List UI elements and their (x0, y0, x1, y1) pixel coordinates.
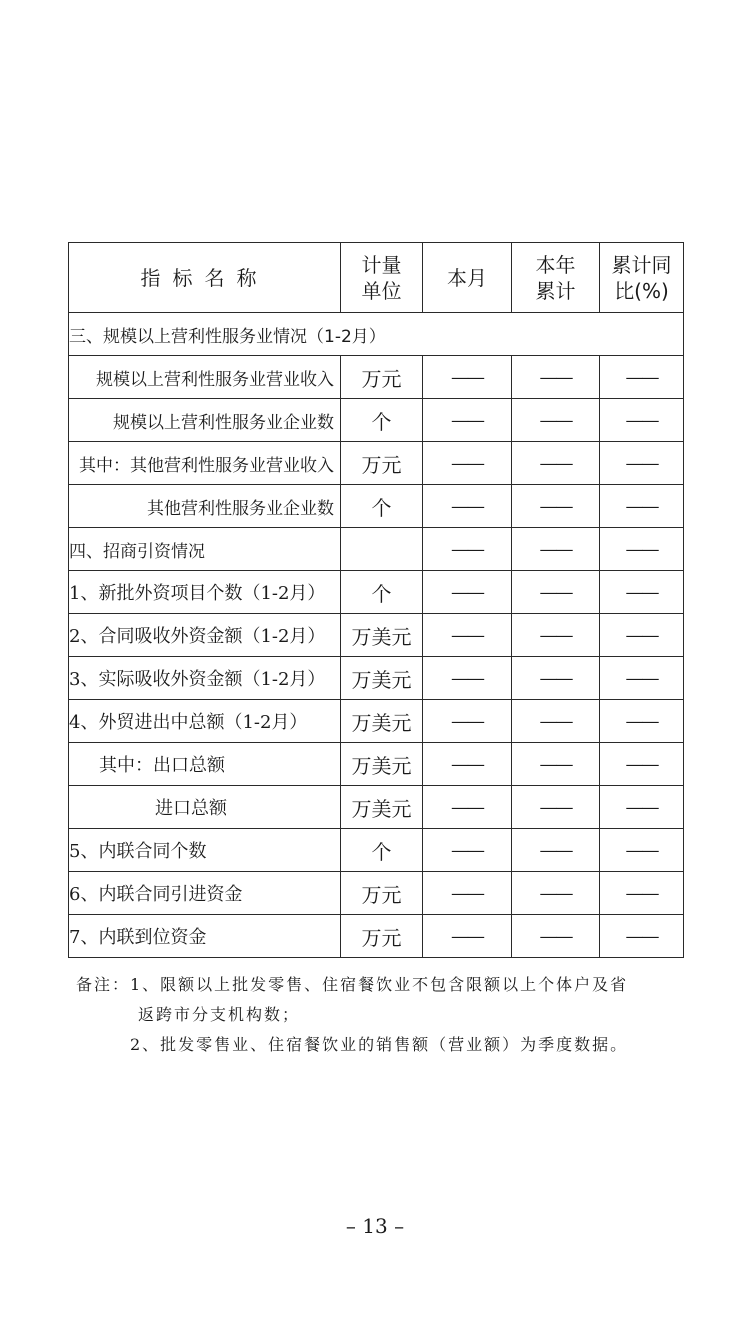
row-month: —— (423, 571, 512, 614)
note-line-3: 2、批发零售业、住宿餐饮业的销售额（营业额）为季度数据。 (130, 1035, 629, 1054)
row-month: —— (423, 743, 512, 786)
header-yoy (600, 243, 684, 313)
row-ytd: —— (512, 786, 600, 829)
table-row (69, 915, 684, 958)
note-line-1: 备注：1、限额以上批发零售、住宿餐饮业不包含限额以上个体户及省 (76, 975, 629, 994)
row-unit: 个 (341, 399, 423, 442)
table-row (69, 786, 684, 829)
table-row (69, 485, 684, 528)
row-ytd: —— (512, 915, 600, 958)
row-yoy: —— (600, 657, 684, 700)
row-yoy: —— (600, 872, 684, 915)
header-indicator-name: 指标名称 (69, 243, 341, 313)
row-month: —— (423, 829, 512, 872)
row-label: 6、内联合同引进资金 (69, 872, 341, 915)
row-yoy: —— (600, 356, 684, 399)
row-month: —— (423, 700, 512, 743)
row-yoy: —— (600, 915, 684, 958)
table-row-section-4 (69, 528, 684, 571)
row-ytd: —— (512, 442, 600, 485)
row-label: 其中：其他营利性服务业营业收入 (69, 442, 341, 485)
row-unit: 个 (341, 571, 423, 614)
row-label: 进口总额 (69, 786, 341, 829)
row-ytd: —— (512, 399, 600, 442)
row-ytd: —— (512, 700, 600, 743)
table-row (69, 700, 684, 743)
table-row-section-3 (69, 313, 684, 356)
row-unit: 个 (341, 485, 423, 528)
row-ytd: —— (512, 743, 600, 786)
row-ytd: —— (512, 657, 600, 700)
row-yoy: —— (600, 442, 684, 485)
row-yoy: —— (600, 571, 684, 614)
row-unit: 万美元 (341, 743, 423, 786)
section-heading: 三、规模以上营利性服务业情况（1-2月） (69, 313, 684, 356)
row-unit: 万美元 (341, 786, 423, 829)
statistics-table (68, 242, 684, 958)
note-line-2: 返跨市分支机构数； (138, 1005, 301, 1024)
row-unit (341, 528, 423, 571)
row-month: —— (423, 915, 512, 958)
row-ytd: —— (512, 829, 600, 872)
row-ytd: —— (512, 528, 600, 571)
row-month: —— (423, 872, 512, 915)
row-unit: 万元 (341, 872, 423, 915)
row-unit: 万美元 (341, 614, 423, 657)
section-heading: 四、招商引资情况 (69, 528, 341, 571)
row-month: —— (423, 485, 512, 528)
row-label: 4、外贸进出中总额（1-2月） (69, 700, 341, 743)
row-yoy: —— (600, 399, 684, 442)
footnotes (76, 970, 696, 1060)
row-label: 规模以上营利性服务业企业数 (69, 399, 341, 442)
row-unit: 个 (341, 829, 423, 872)
row-month: —— (423, 657, 512, 700)
row-ytd: —— (512, 872, 600, 915)
row-label: 3、实际吸收外资金额（1-2月） (69, 657, 341, 700)
row-yoy: —— (600, 743, 684, 786)
row-month: —— (423, 786, 512, 829)
row-label: 1、新批外资项目个数（1-2月） (69, 571, 341, 614)
row-month: —— (423, 614, 512, 657)
row-ytd: —— (512, 485, 600, 528)
header-month: 本月 (423, 243, 512, 313)
header-ytd (512, 243, 600, 313)
row-yoy: —— (600, 485, 684, 528)
table-row (69, 399, 684, 442)
header-unit-line1: 计量 (361, 252, 402, 277)
header-yoy-line2: 比(%) (614, 278, 669, 303)
row-yoy: —— (600, 614, 684, 657)
table-row (69, 657, 684, 700)
header-ytd-line2: 累计 (535, 278, 576, 303)
row-unit: 万元 (341, 442, 423, 485)
row-label: 7、内联到位资金 (69, 915, 341, 958)
row-yoy: —— (600, 700, 684, 743)
row-unit: 万美元 (341, 700, 423, 743)
table-row (69, 442, 684, 485)
row-month: —— (423, 528, 512, 571)
header-unit-line2: 单位 (361, 278, 402, 303)
header-ytd-line1: 本年 (535, 252, 576, 277)
row-month: —— (423, 442, 512, 485)
table-row (69, 356, 684, 399)
table-row (69, 829, 684, 872)
row-ytd: —— (512, 356, 600, 399)
table-row (69, 571, 684, 614)
row-label: 其中：出口总额 (69, 743, 341, 786)
header-yoy-line1: 累计同 (611, 252, 672, 277)
header-unit (341, 243, 423, 313)
page-number: – 13 – (345, 1214, 405, 1238)
row-unit: 万元 (341, 915, 423, 958)
row-month: —— (423, 399, 512, 442)
table-header-row (69, 243, 684, 313)
row-label: 其他营利性服务业企业数 (69, 485, 341, 528)
row-yoy: —— (600, 528, 684, 571)
row-label: 2、合同吸收外资金额（1-2月） (69, 614, 341, 657)
row-ytd: —— (512, 571, 600, 614)
table-row (69, 872, 684, 915)
row-month: —— (423, 356, 512, 399)
table-row (69, 614, 684, 657)
row-ytd: —— (512, 614, 600, 657)
row-yoy: —— (600, 786, 684, 829)
table-row (69, 743, 684, 786)
row-label: 规模以上营利性服务业营业收入 (69, 356, 341, 399)
row-unit: 万美元 (341, 657, 423, 700)
row-label: 5、内联合同个数 (69, 829, 341, 872)
row-unit: 万元 (341, 356, 423, 399)
row-yoy: —— (600, 829, 684, 872)
